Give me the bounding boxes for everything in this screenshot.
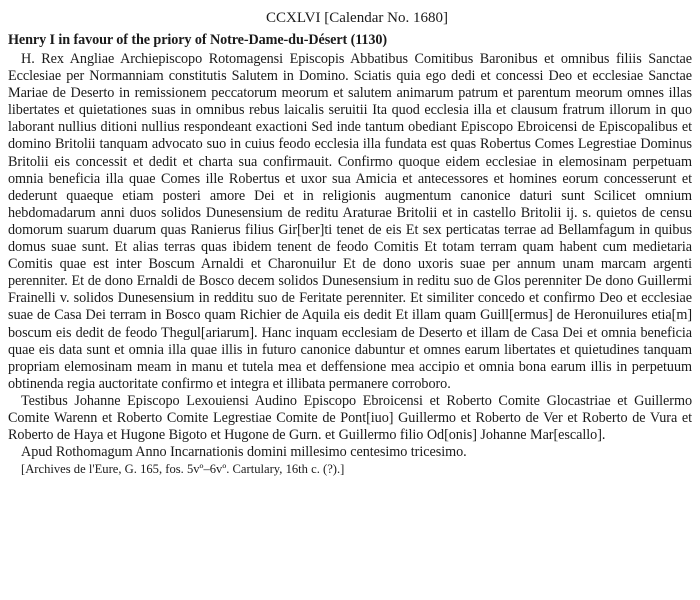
document-number: CCXLVI [Calendar No. 1680]	[266, 10, 448, 26]
charter-text: H. Rex Angliae Archiepiscopo Rotomagensi Episcopis Abbatibus Comitibus Baronibus et omnibus filiis Sanctae Ecclesiae per Normanniam constitutis Salutem in Domino. Sciatis quia ego dedi et concessi Deo et ecclesiae Sanctae Mariae de Deserto in remissionem peccatorum meorum et salutem animarum patrum et parentum meorum omnes illas libertates et quietationes suas in omnibus rebus laicalis seruitii Ita quod ecclesia illa et clausum fratrum illorum in quo laborant nullius ditioni nullius respondeant exactioni Sed inde tantum obediant Episcopo Ebroicensi de Episcopalibus et domino Britolii tanquam advocato suo in cuius feodo ecclesia illa fundata est quas Robertus Comes Legrestiae Dominus Britolii eis concessit et dedit et charta sua confirmauit. Confirmo quoque eidem ecclesiae in elemosinam perpetuam omnia beneficia illa quae Comes ille Robertus et uxor sua Amicia et antecessores et homines eorum concesserunt et dederunt quaeque etiam posteri amore Dei et in religionis augmentum canonice daturi sunt Scilicet omnium hebdomadarum anni duos solidos Dunesensium de reditu Araturae Britolii et in castello Britolii ij. s. quietos de censu domorum suarum duarum quas Ranierus filius Gir[ber]ti tenet de eis Et sex perticatas terrae ad Bellamfagum in quibus domus suae sunt. Et alias terras quas ibidem tenent de feodo Comitis Et totam terram quam habent cum medietaria Comitis quae est inter Boscum Arnaldi et Charonuilur Et de dono uxoris suae per annum unam marcam argenti perenniter. Et de dono Ernaldi de Bosco decem solidos Dunesensium in reditu suo de Glos perenniter De dono Guillermi Frainelli v. solidos Dunesensium in redditu suo de Feritate perenniter. Et similiter concedo et confirmo Deo et ecclesiae suae de Casa Dei terram in Bosco quam Richier de Aquila eis dedit Et illam quam Guill[ermus] de Heronuilures etia[m] boscum eis dedit de feodo Thegul[ariarum]. Hanc inquam ecclesiam de Deserto et illam de Casa Dei et omnia beneficia quae eis data sunt et omnia illa quae illis in futuro canonice dabuntur et omnes earum libertates et quietudines tanquam propriam elemosinam meam in manu et tutela mea et deffensione mea accipio et omnia bona earum illis in perpetuum obtinenda regia auctoritate confirmo et integra et illibata permanere corroboro.	[8, 51, 692, 392]
document-title: Henry I in favour of the priory of Notre-Dame-du-Désert (1130)	[8, 32, 388, 48]
document-page	[8, 9, 692, 478]
source-citation: [Archives de l'Eure, G. 165, fos. 5vº–6vº. Cartulary, 16th c. (?).]	[21, 462, 345, 477]
witness-list: Testibus Johanne Episcopo Lexouiensi Audino Episcopo Ebroicensi et Roberto Comite Glocastriae et Guillermo Comite Warenn et Roberto Comite Legrestiae Comite de Pont[iuo] Guillermo et Roberto de Ver et Roberto de Vura et Roberto de Haya et Hugone Bigoto et Hugone de Gurn. et Guillermo filio Od[onis] Johanne Mar[escallo].	[8, 392, 692, 444]
dating-clause: Apud Rothomagum Anno Incarnationis domini millesimo centesimo tricesimo.	[21, 444, 467, 461]
